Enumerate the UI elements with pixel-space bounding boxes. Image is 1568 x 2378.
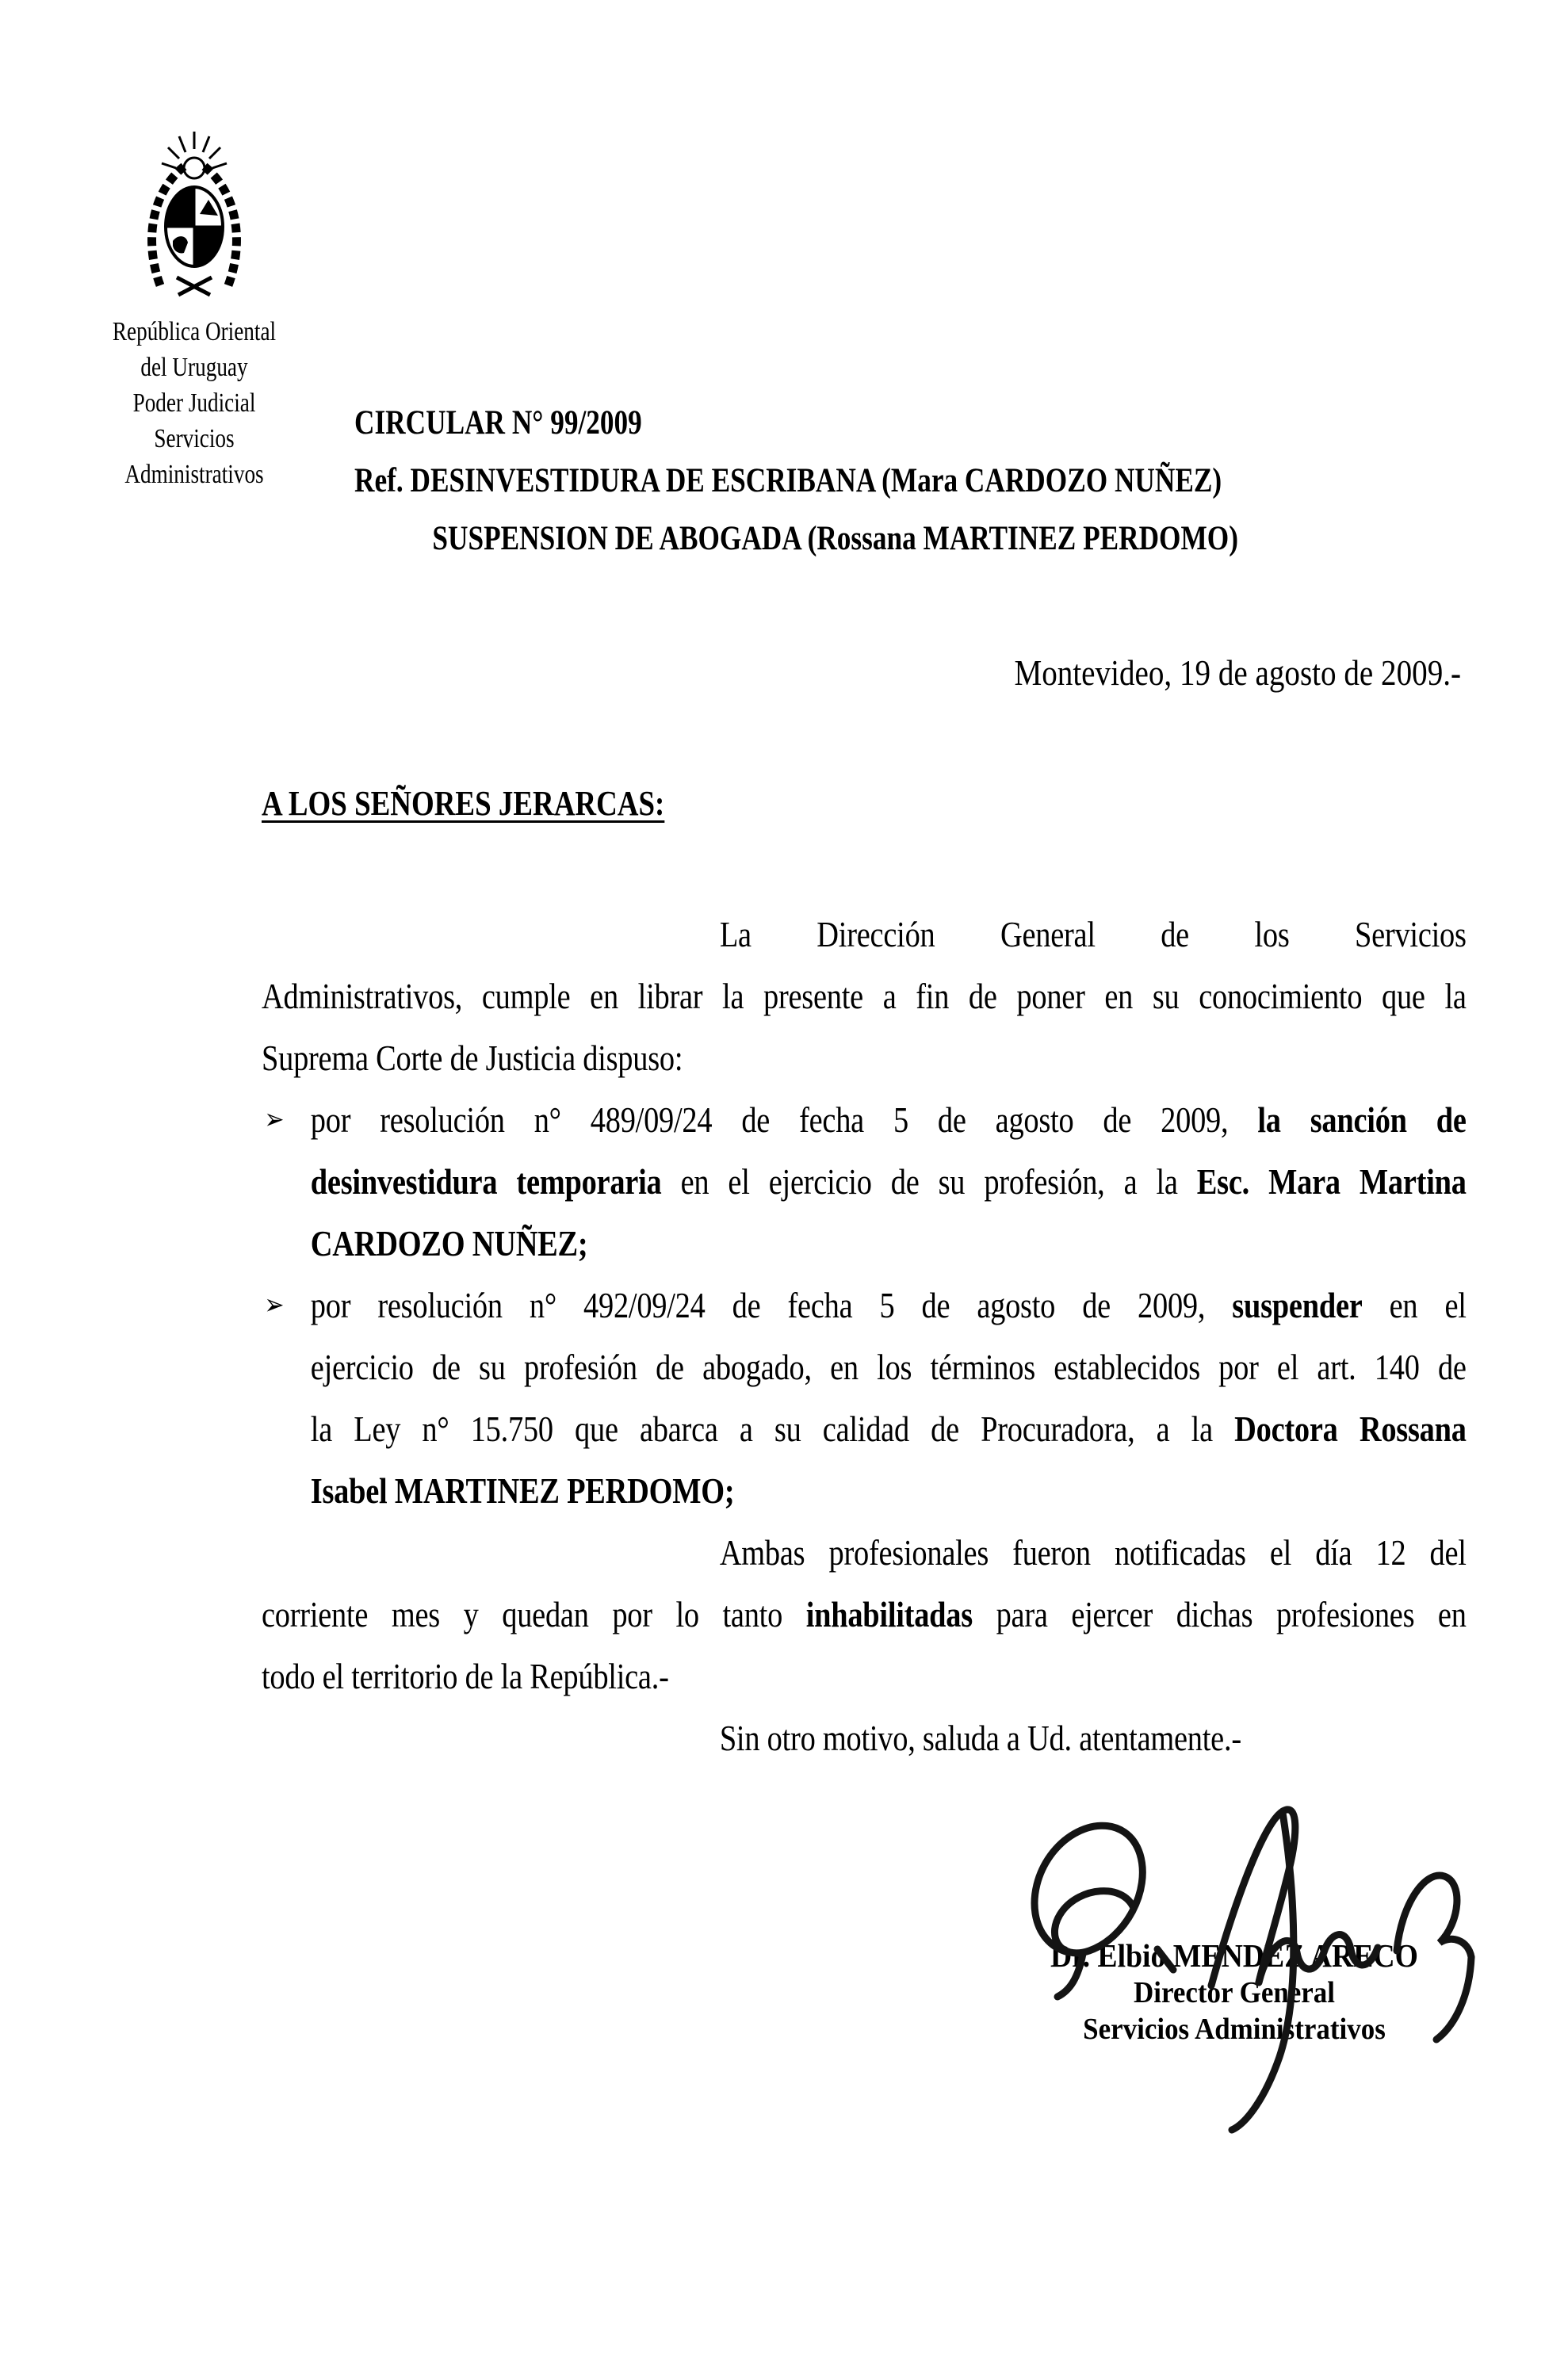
signer-name: Dr. Elbio MENDEZ ARECO xyxy=(1050,1937,1418,1974)
body-line: todo el territorio de la República.- xyxy=(262,1656,669,1696)
subject-line: SUSPENSION DE ABOGADA (Rossana MARTINEZ PERDOMO) xyxy=(432,520,1238,557)
body-line: ➢ por resolución n° 492/09/24 de fecha 5 de agosto de 2009, suspender en el xyxy=(262,1275,1467,1336)
body-text xyxy=(262,904,1467,1769)
date-line: Montevideo, 19 de agosto de 2009.- xyxy=(1014,652,1461,693)
circular-header xyxy=(354,394,1238,568)
bullet-arrow-icon: ➢ xyxy=(264,1289,285,1321)
body-line: ➢ por resolución n° 489/09/24 de fecha 5 de agosto de 2009, la sanción de xyxy=(262,1089,1467,1151)
bullet-arrow-icon: ➢ xyxy=(264,1103,285,1136)
signer-title: Director General xyxy=(1133,1976,1336,2009)
org-line: Servicios xyxy=(154,424,235,453)
org-line: Poder Judicial xyxy=(132,388,256,418)
signer-department: Servicios Administrativos xyxy=(1083,2013,1386,2046)
org-line: Administrativos xyxy=(124,460,264,489)
addressee: A LOS SEÑORES JERARCAS: xyxy=(262,784,665,823)
body-line: desinvestidura temporaria en el ejercicio de su profesión, a la Esc. Mara Martina xyxy=(310,1161,1467,1202)
signature-scribble-icon xyxy=(1007,1787,1482,2160)
ref-line: Ref. DESINVESTIDURA DE ESCRIBANA (Mara CARDOZO NUÑEZ) xyxy=(354,462,1222,499)
closing-line: Sin otro motivo, saluda a Ud. atentamente.- xyxy=(719,1718,1241,1758)
body-line: ejercicio de su profesión de abogado, en los términos establecidos por el art. 140 de xyxy=(310,1347,1467,1387)
circular-number: CIRCULAR N° 99/2009 xyxy=(354,404,642,442)
org-line: República Oriental xyxy=(112,317,277,346)
body-line: CARDOZO NUÑEZ; xyxy=(310,1223,588,1264)
body-line: Suprema Corte de Justicia dispuso: xyxy=(262,1038,683,1078)
body-line: la Ley n° 15.750 que abarca a su calidad de Procuradora, a la Doctora Rossana xyxy=(310,1409,1467,1449)
body-line: Isabel MARTINEZ PERDOMO; xyxy=(310,1470,735,1511)
body-line: La Dirección General de los Servicios xyxy=(719,914,1467,954)
letterhead xyxy=(91,117,297,492)
body-line: Administrativos, cumple en librar la presente a fin de poner en su conocimiento que la xyxy=(262,976,1467,1016)
org-line: del Uruguay xyxy=(140,353,248,382)
body-line: Ambas profesionales fueron notificadas el día 12 del xyxy=(719,1532,1467,1573)
uruguay-coat-of-arms-icon xyxy=(135,117,254,309)
letterhead-org-lines xyxy=(112,314,277,492)
body-line: corriente mes y quedan por lo tanto inhabilitadas para ejercer dichas profesiones en xyxy=(262,1594,1467,1634)
